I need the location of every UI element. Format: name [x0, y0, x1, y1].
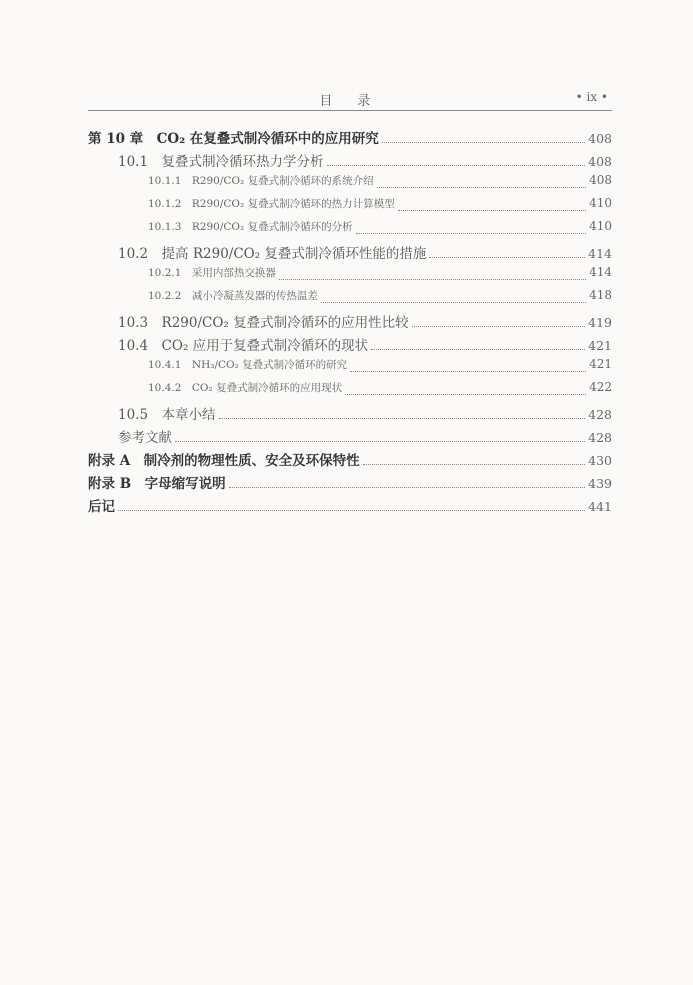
toc-entry-label: 参考文献 [118, 430, 172, 446]
toc-dot-leader [382, 134, 585, 143]
toc-dot-leader [356, 227, 587, 234]
page-header [88, 88, 612, 111]
toc-entry-page: 414 [588, 246, 612, 261]
toc-entry-page: 408 [589, 173, 612, 187]
toc-entry-label: 10.1.1 R290/CO₂ 复叠式制冷循环的系统介绍 [148, 175, 374, 187]
toc-entry-label: 10.1.3 R290/CO₂ 复叠式制冷循环的分析 [148, 221, 353, 233]
toc-entry-page: 418 [589, 288, 612, 302]
toc-entry-page: 410 [589, 196, 612, 210]
toc-entry [88, 357, 612, 380]
toc-entry-label: 10.3 R290/CO₂ 复叠式制冷循环的应用性比较 [118, 315, 409, 331]
toc-entry-page: 414 [589, 265, 612, 279]
toc-entry [88, 403, 612, 426]
toc-dot-leader [371, 341, 585, 350]
toc-entry [88, 219, 612, 242]
toc-entry [88, 173, 612, 196]
toc-dot-leader [175, 433, 585, 442]
toc-entry-label: 附录 A 制冷剂的物理性质、安全及环保特性 [88, 453, 360, 469]
toc-entry [88, 426, 612, 449]
header-title: 目 录 [319, 94, 381, 109]
toc-dot-leader [118, 502, 585, 511]
toc-entry-page: 408 [588, 131, 612, 146]
toc-entry [88, 288, 612, 311]
toc-entry-page: 428 [588, 407, 612, 422]
toc-entry [88, 334, 612, 357]
toc-entry [88, 449, 612, 472]
toc-entry [88, 472, 612, 495]
toc-entry-page: 421 [589, 357, 612, 371]
toc-entry-label: 第 10 章 CO₂ 在复叠式制冷循环中的应用研究 [88, 131, 379, 147]
toc-entry-label: 10.5 本章小结 [118, 407, 216, 423]
toc-entry-page: 410 [589, 219, 612, 233]
toc-entry [88, 127, 612, 150]
toc-entry [88, 150, 612, 173]
toc-dot-leader [219, 410, 586, 419]
toc-dot-leader [229, 479, 586, 488]
toc-dot-leader [429, 249, 585, 258]
toc-entry-label: 附录 B 字母缩写说明 [88, 476, 226, 492]
toc-entry-label: 10.2 提高 R290/CO₂ 复叠式制冷循环性能的措施 [118, 246, 427, 262]
toc-entry-page: 421 [588, 338, 612, 353]
toc-dot-leader [412, 318, 586, 327]
toc-entry [88, 380, 612, 403]
toc-entry-page: 428 [588, 430, 612, 445]
toc-entry-page: 441 [588, 499, 612, 514]
toc-dot-leader [345, 388, 586, 395]
toc-entry-label: 10.4 CO₂ 应用于复叠式制冷循环的现状 [118, 338, 369, 354]
toc-entry-label: 10.2.2 减小冷凝蒸发器的传热温差 [148, 290, 318, 302]
toc-entry-page: 419 [588, 315, 612, 330]
header-page-number: • ix • [575, 90, 608, 104]
toc-dot-leader [377, 181, 587, 188]
toc-entry [88, 495, 612, 518]
table-of-contents [88, 127, 612, 518]
toc-entry-page: 408 [588, 154, 612, 169]
toc-entry-label: 后记 [88, 499, 115, 515]
toc-entry [88, 311, 612, 334]
toc-entry-label: 10.4.2 CO₂ 复叠式制冷循环的应用现状 [148, 382, 343, 394]
toc-entry-label: 10.1.2 R290/CO₂ 复叠式制冷循环的热力计算模型 [148, 198, 395, 210]
toc-dot-leader [321, 296, 586, 303]
toc-dot-leader [350, 365, 586, 372]
toc-entry-page: 430 [588, 453, 612, 468]
toc-entry [88, 196, 612, 219]
toc-entry-page: 439 [588, 476, 612, 491]
toc-entry [88, 265, 612, 288]
toc-dot-leader [279, 273, 586, 280]
toc-entry-label: 10.1 复叠式制冷循环热力学分析 [118, 154, 324, 170]
toc-dot-leader [327, 157, 586, 166]
toc-entry-label: 10.2.1 采用内部热交换器 [148, 267, 276, 279]
toc-entry-label: 10.4.1 NH₃/CO₂ 复叠式制冷循环的研究 [148, 359, 348, 371]
toc-dot-leader [363, 456, 585, 465]
toc-entry-page: 422 [589, 380, 612, 394]
toc-entry [88, 242, 612, 265]
toc-dot-leader [398, 204, 587, 211]
